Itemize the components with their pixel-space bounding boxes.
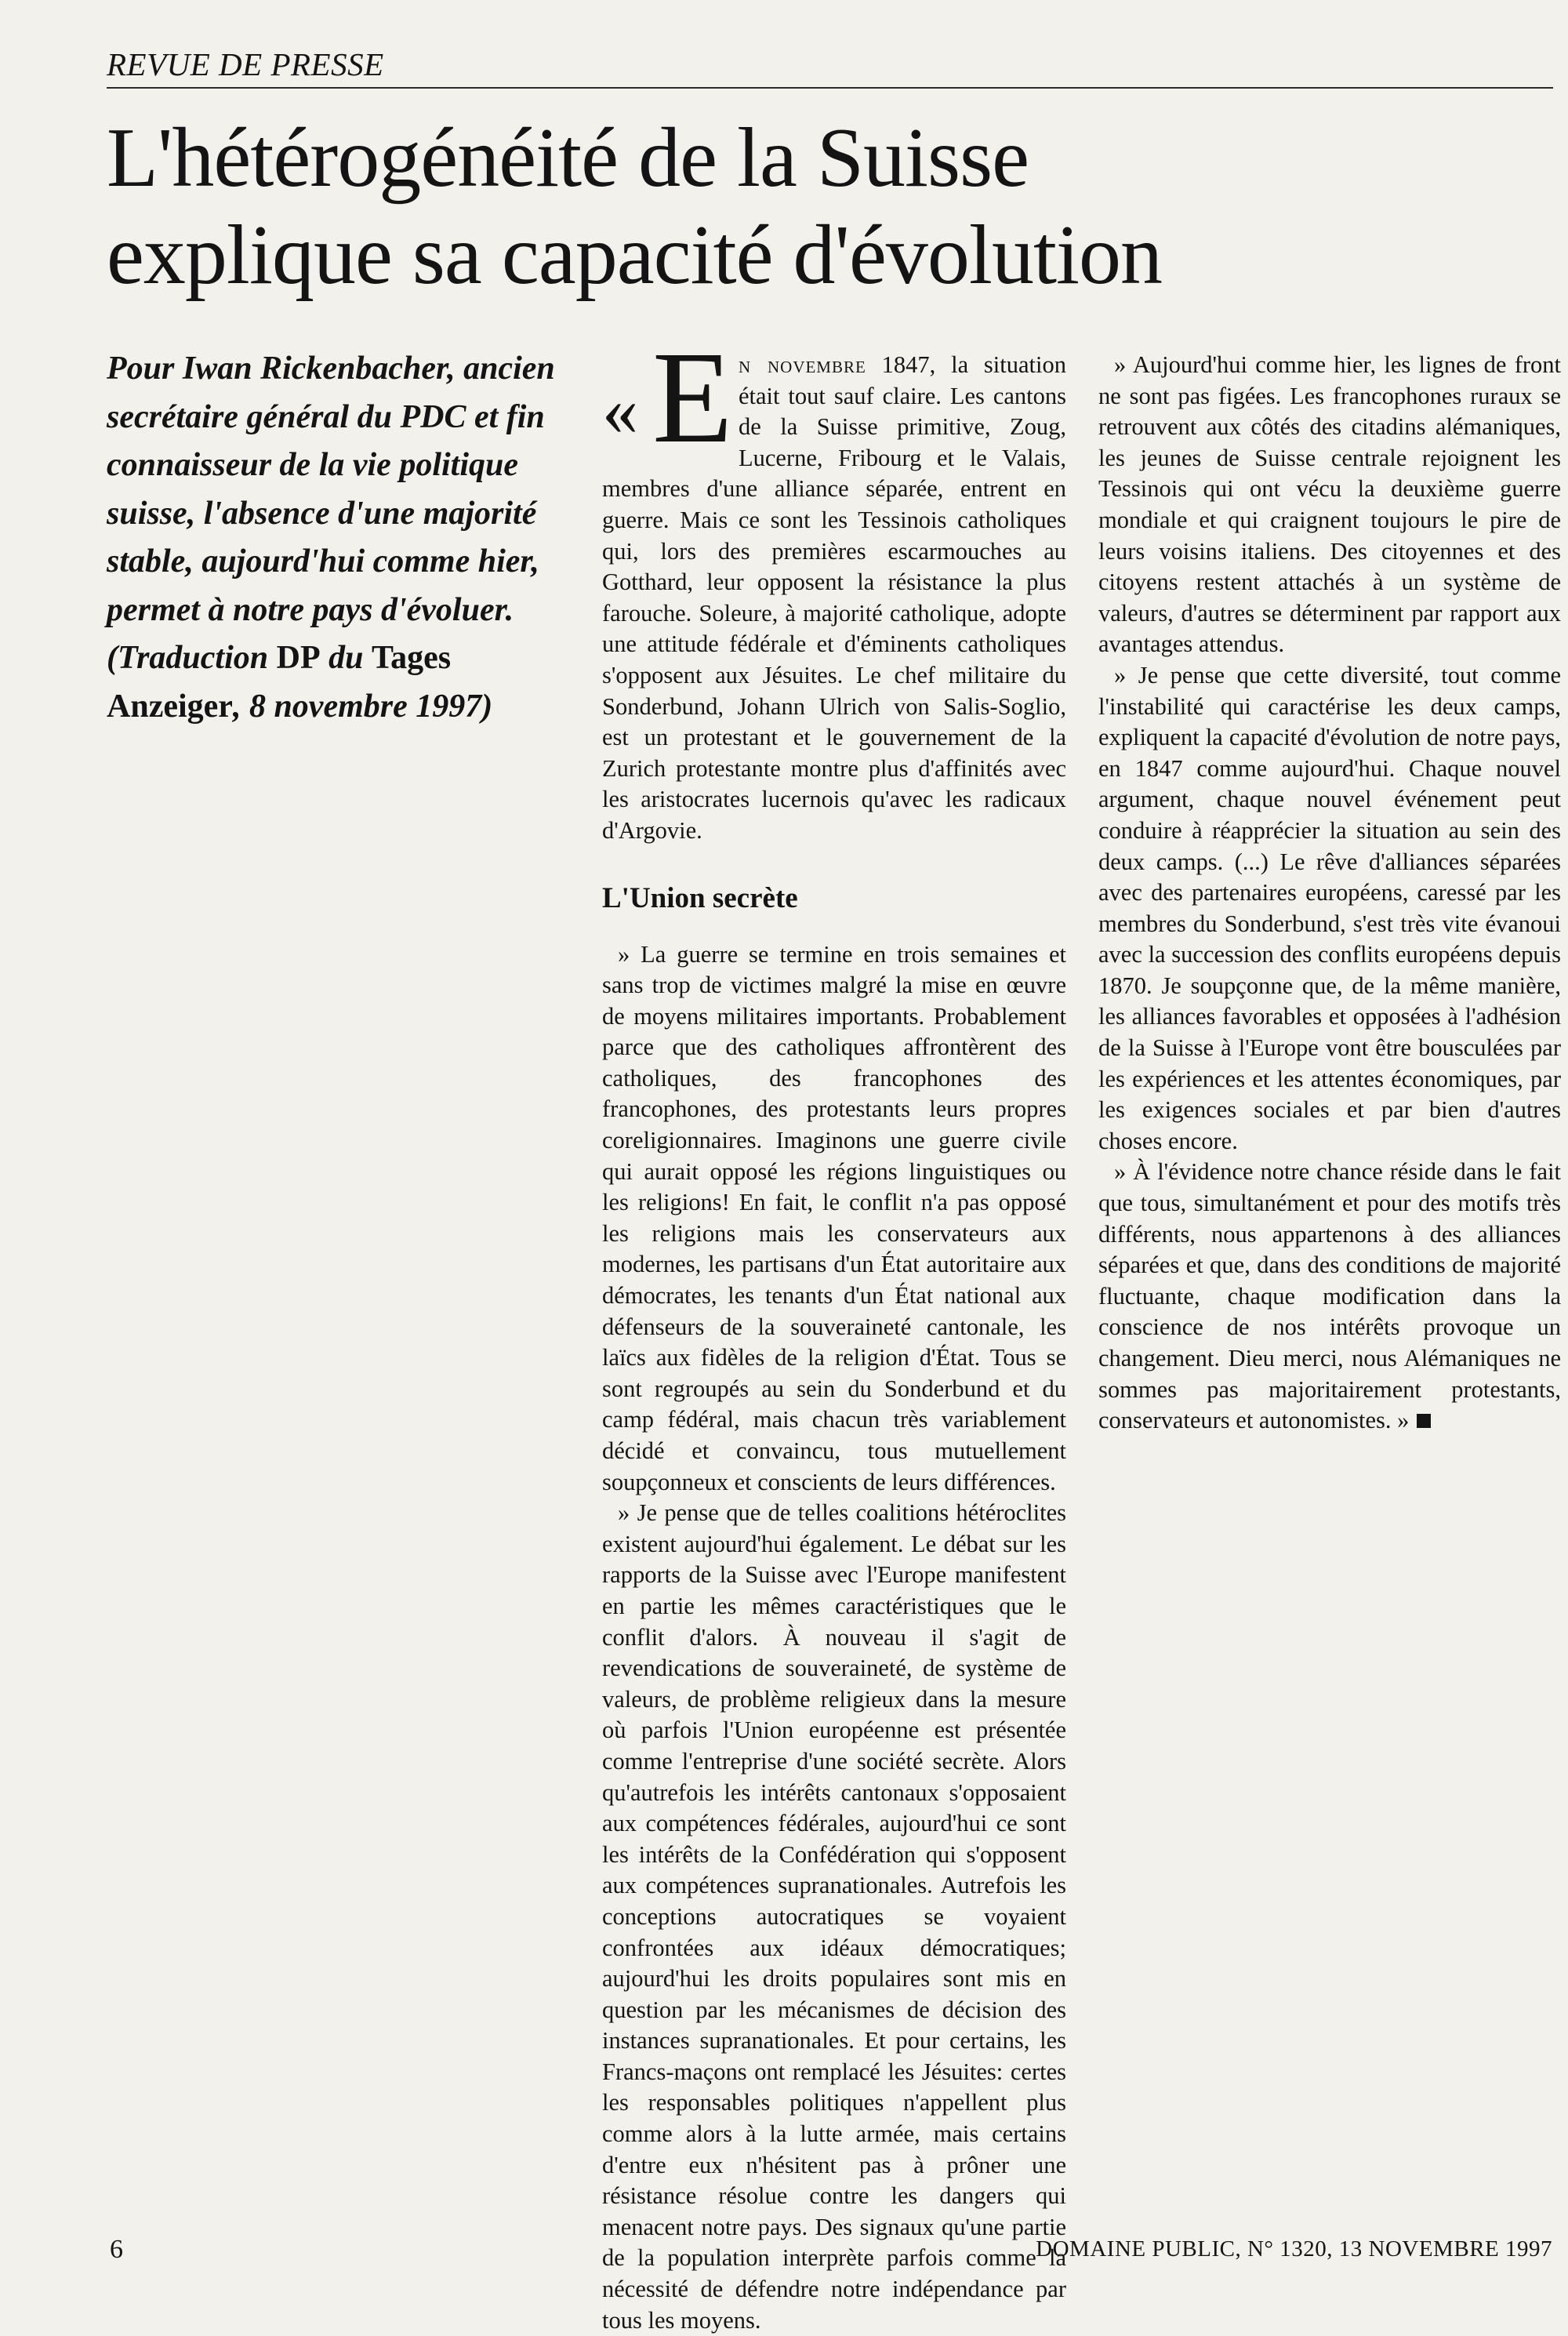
opening-smallcaps: n novembre [739,351,866,378]
section-rule [107,87,1553,89]
section-label: REVUE DE PRESSE [107,46,384,82]
title-line-2: explique sa capacité d'évolution [107,209,1162,302]
page-number: 6 [110,2235,123,2264]
translation-note: (Traduction DP du Tages Anzeiger, 8 novembre 1997) [107,640,493,725]
final-paragraph-text: » À l'évidence notre chance réside dans le fait que tous, simultanément et pour des motifs très différents, nous appartenons à des alliances séparées et que, dans des conditions de majorité fluctuante, chaque modification dans la conscience de nos intérêts provoque un changement. Dieu merci, nous Alémaniques ne sommes pas majoritairement protestants, conservateurs et autonomistes. » [1098,1158,1561,1434]
publication-footer: DOMAINE PUBLIC, N° 1320, 13 NOVEMBRE 1997 [1036,2236,1552,2262]
article-paragraph [602,325,1066,847]
article-paragraph [1098,1157,1561,1436]
article-column-2 [602,325,1066,2334]
article-paragraph-continued: » Je pense que de telles coalitions hétéroclites existent aujourd'hui également. Le débat sur les rapports de la Suisse avec l'Europe manifestent en partie les mêmes caractéristiques que le conflit d'alors. À nouveau il s'agit de revendications de souveraineté, de système de valeurs, de problème religieux dans la mesure où parfois l'Union européenne est présentée comme l'entreprise d'une société secrète. Alors qu'autrefois les intérêts cantonaux s'opposaient aux compétences fédérales, aujourd'hui ce sont les intérêts de la Confédération qui s'opposent aux compétences supranationales. Autrefois les conceptions autocratiques se voyaient confrontées aux idéaux démocratiques; aujourd'hui les droits populaires sont mis en question par les mécanismes de décision des instances supranationales. Et pour certains, les Francs-maçons ont remplacé les Jésuites: certes les responsables politiques n'appellent plus comme alors à la lutte armée, mais certains d'entre eux n'hésitent pas à prôner une résistance résolue contre les dangers qui menacent notre pays. Des signaux qu'une partie de la population interprète parfois comme la nécessité de défendre notre indépendance par tous les moyens. [602,1499,1066,2334]
title-line-1: L'hétérogénéité de la Suisse [107,111,1029,205]
drop-cap [602,325,734,470]
end-of-article-square-icon [1417,1414,1431,1428]
article-paragraph: » Aujourd'hui comme hier, les lignes de front ne sont pas figées. Les francophones ruraux se retrouvent aux côtés des citadins alémaniques, les jeunes de Suisse centrale rejoignent les Tessinois qui ont vécu la deuxième guerre mondiale et qui craignent toujours le pire de leurs voisins italiens. Des citoyennes et des citoyens restent attachés à un système de valeurs, d'autres se déterminent par rapport aux avantages attendus. [1098,351,1561,658]
lead-paragraph [107,345,577,731]
paragraph-1-text: 1847, la situation était tout sauf claire. Les cantons de la Suisse primitive, Zoug, Lucerne, Fribourg et le Valais, membres d'une alliance séparée, entrent en guerre. Mais ce sont les Tessinois catholiques qui, lors des premières escarmouches au Gotthard, leur opposent la résistance la plus farouche. Soleure, à majorité catholique, adopte une attitude fédérale et d'éminents catholiques s'opposent aux Jésuites. Le chef militaire du Sonderbund, Johann Ulrich von Salis-Soglio, est un protestant et le gouvernement de la Zurich protestante montre plus d'affinités avec les aristocrates lucernois qu'avec les radicaux d'Argovie. [602,351,1066,844]
subheading: L'Union secrète [602,881,798,914]
article-paragraph: » La guerre se termine en trois semaines et sans trop de victimes malgré la mise en œuvre de moyens militaires importants. Probablement parce que des catholiques affrontèrent des catholiques, des francophones des francophones, des protestants leurs propres coreligionnaires. Imaginons une guerre civile qui aurait opposé les régions linguistiques ou les religions! En fait, le conflit n'a pas opposé les religions mais les conservateurs aux modernes, les partisans d'un État autoritaire aux démocrates, les tenants d'un État national aux défenseurs de la souveraineté cantonale, les laïcs aux fidèles de la religion d'État. Tous se sont regroupés au sein du Sonderbund et du camp fédéral, mais chacun très variablement décidé et convaincu, tous mutuellement soupçonneux et conscients de leurs différences. [602,940,1066,1495]
article-paragraph: » Je pense que cette diversité, tout comme l'instabilité qui caractérise les deux camps, expliquent la capacité d'évolution de notre pays, en 1847 comme aujourd'hui. Chaque nouvel argument, chaque nouvel événement peut conduire à réapprécier la situation au sein des deux camps. (...) Le rêve d'alliances séparées avec des partenaires européens, caressé par les membres du Sonderbund, s'est très vite évanoui avec la succession des conflits européens depuis 1870. Je soupçonne que, de la même manière, les alliances favorables et opposées à l'adhésion de la Suisse à l'Europe vont être bousculées par les expériences et les attentes économiques, par les exigences sociales et par bien d'autres choses encore. [1098,661,1561,1154]
page-title [107,110,1549,304]
drop-cap-letter: E [652,325,733,470]
article-column-3 [1098,350,1561,1437]
lead-text: Pour Iwan Rickenbacher, ancien secrétaire général du PDC et fin connaisseur de la vie politique suisse, l'absence d'une majorité stable, aujourd'hui comme hier, permet à notre pays d'évoluer. [107,351,555,628]
drop-cap-quote: « [602,370,638,450]
